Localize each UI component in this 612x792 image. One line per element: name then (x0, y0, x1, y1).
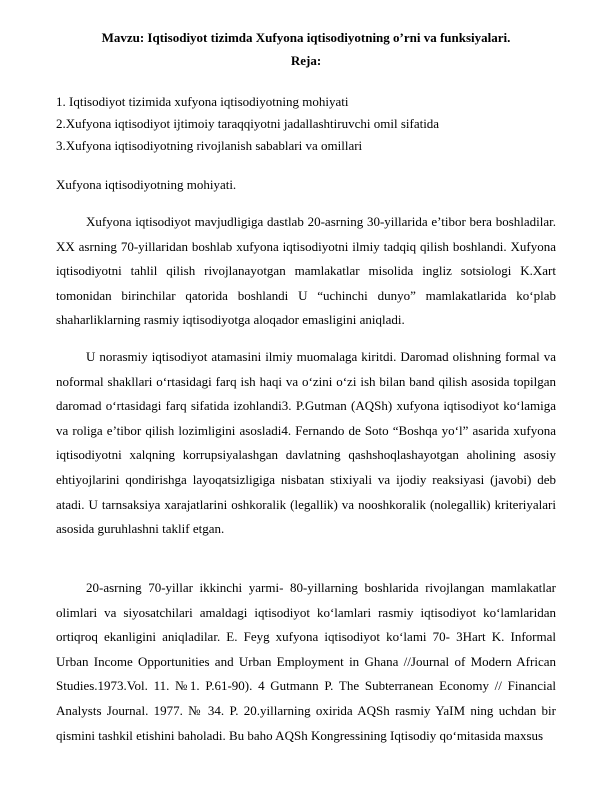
paragraph-text: 20-asrning 70-yillar ikkinchi yarmi- 80-yillarning boshlarida rivojlangan mamlakatlar olimlari va siyosatchilari amaldagi iqtisodiyot ko‘lamlari rasmiy iqtisodiyot ko‘lamlaridan ortiqroq ekanligini aniqladilar. E. Feyg xufyona iqtisodiyot ko‘lami 70- 3Hart K. Informal Urban Income Opportunities and Urban Employment in Ghana //Journal of Modern African Studies.1973.Vol. 11. №1. P.61-90). 4 Gutmann P. The Subterranean Economy // Financial Analysts Journal. 1977. № 34. P. 20.yillarning oxirida AQSh rasmiy YaIM ning uchdan bir qismini tashkil etishini baholadi. Bu baho AQSh Kongressining Iqtisodiy qo‘mitasida maxsus (56, 580, 556, 743)
section-heading: Xufyona iqtisodiyotning mohiyati. (56, 177, 237, 192)
paragraph-text: U norasmiy iqtisodiyot atamasini ilmiy muomalaga kiritdi. Daromad olishning formal va noformal shakllari o‘rtasidagi farq ish haqi va o‘zini o‘zi ish bilan band qilish asosida topilgan daromad o‘rtasidagi farq sifatida izohlandi3. P.Gutman (AQSh) xufyona iqtisodiyot ko‘lamiga va roliga e’tibor qilish lozimligini asosladi4. Fernando de Soto “Boshqa yo‘l” asarida xufyona iqtisodiyotni xalqning korrupsiyalashgan davlatning qashshoqlashayotgan aholining asosiy ehtiyojlarini qondirishga layoqatsizligiga nisbatan stixiyali va ijodiy reaksiyasi (javobi) deb atadi. U tarnsaksiya xarajatlarini oshkoralik (legallik) va nooshkoralik (nolegallik) kriteriyalari asosida guruhlashni taklif etgan. (56, 349, 556, 537)
body-paragraph (56, 345, 556, 542)
plan-item: 3.Xufyona iqtisodiyotning rivojlanish sabablari va omillari (56, 138, 363, 153)
paragraph-text: Xufyona iqtisodiyot mavjudligiga dastlab 20-asrning 30-yillarida e’tibor bera boshladilar. XX asrning 70-yillaridan boshlab xufyona iqtisodiyotni ilmiy tadqiq qilish boshlandi. Xufyona iqtisodiyotni tahlil qilish rivojlanayotgan mamlakatlar misolida ingliz sotsiologi K.Xart tomonidan birinchilar qatorida boshlandi U “uchinchi dunyo” mamlakatlarida ko‘plab shaharliklarning rasmiy iqtisodiyotga aloqador emasligini aniqladi. (56, 214, 556, 328)
body-paragraph (56, 210, 556, 333)
plan-heading: Reja: (290, 53, 322, 68)
body-paragraph (56, 576, 556, 748)
document-title: Mavzu: Iqtisodiyot tizimda Xufyona iqtisodiyotning o’rni va funksiyalari. (101, 30, 511, 45)
plan-item: 1. Iqtisodiyot tizimida xufyona iqtisodiyotning mohiyati (56, 94, 349, 109)
plan-item: 2.Xufyona iqtisodiyot ijtimoiy taraqqiyotni jadallashtiruvchi omil sifatida (56, 116, 440, 131)
